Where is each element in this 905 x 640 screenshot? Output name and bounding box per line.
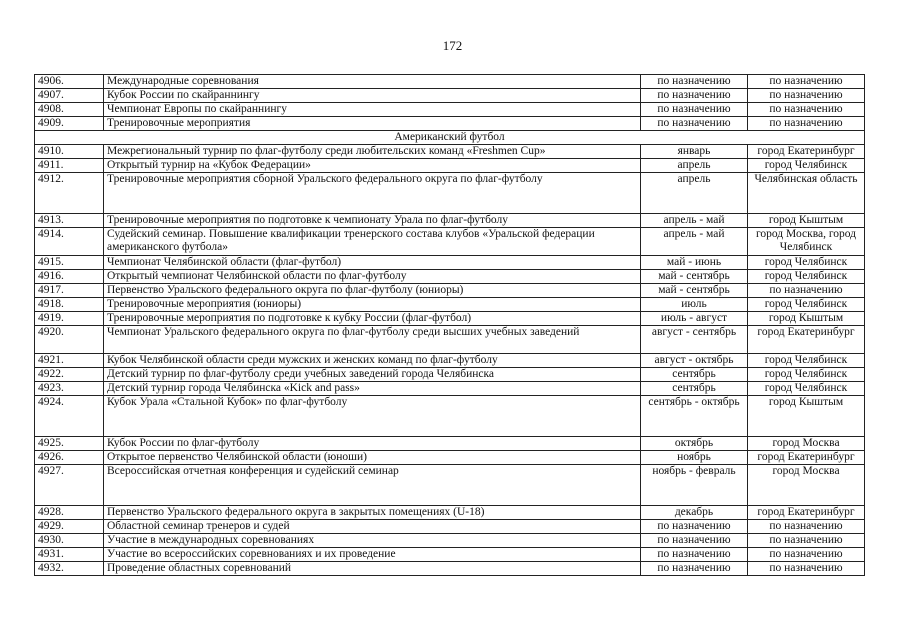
table-row [35,228,865,256]
table-row [35,159,865,173]
event-place-cell: по назначению [748,562,865,576]
row-number-cell: 4919. [35,312,104,326]
page-number: 172 [442,38,463,53]
event-place-cell: город Челябинск [748,298,865,312]
event-name-cell: Тренировочные мероприятия по подготовке к кубку России (флаг-футбол) [104,312,641,326]
event-name-cell: Кубок Челябинской области среди мужских и женских команд по флаг-футболу [104,354,641,368]
table-row [35,326,865,354]
table-row [35,368,865,382]
event-place-cell: город Москва [748,465,865,506]
event-date-cell: июль - август [641,312,748,326]
event-date-cell: декабрь [641,506,748,520]
table-row [35,534,865,548]
event-name-cell: Кубок России по скайраннингу [104,89,641,103]
table-row [35,284,865,298]
event-place-cell: по назначению [748,75,865,89]
row-number-cell: 4928. [35,506,104,520]
table-row [35,89,865,103]
table-row [35,382,865,396]
row-number-cell: 4921. [35,354,104,368]
table-row [35,451,865,465]
event-date-cell: по назначению [641,520,748,534]
event-name-cell: Открытое первенство Челябинской области (юноши) [104,451,641,465]
row-number-cell: 4920. [35,326,104,354]
row-number-cell: 4930. [35,534,104,548]
section-title: Американский футбол [35,131,865,145]
table-row [35,75,865,89]
table-row [35,256,865,270]
event-date-cell: май - сентябрь [641,270,748,284]
row-number-cell: 4914. [35,228,104,256]
event-date-cell: апрель [641,173,748,214]
event-date-cell: сентябрь [641,368,748,382]
row-number-cell: 4922. [35,368,104,382]
table-row [35,312,865,326]
row-number-cell: 4917. [35,284,104,298]
event-name-cell: Тренировочные мероприятия сборной Уральского федерального округа по флаг-футболу [104,173,641,214]
event-date-cell: апрель - май [641,228,748,256]
table-row [35,520,865,534]
event-date-cell: май - сентябрь [641,284,748,298]
row-number-cell: 4906. [35,75,104,89]
event-place-cell: по назначению [748,284,865,298]
row-number-cell: 4932. [35,562,104,576]
row-number-cell: 4927. [35,465,104,506]
event-name-cell: Первенство Уральского федерального округа по флаг-футболу (юниоры) [104,284,641,298]
row-number-cell: 4924. [35,396,104,437]
event-date-cell: ноябрь - февраль [641,465,748,506]
event-date-cell: октябрь [641,437,748,451]
event-name-cell: Чемпионат Европы по скайраннингу [104,103,641,117]
row-number-cell: 4925. [35,437,104,451]
event-date-cell: сентябрь - октябрь [641,396,748,437]
event-name-cell: Тренировочные мероприятия по подготовке к чемпионату Урала по флаг-футболу [104,214,641,228]
table-row [35,396,865,437]
event-date-cell: апрель [641,159,748,173]
event-name-cell: Кубок Урала «Стальной Кубок» по флаг-футболу [104,396,641,437]
event-name-cell: Проведение областных соревнований [104,562,641,576]
event-place-cell: город Кыштым [748,214,865,228]
event-place-cell: по назначению [748,103,865,117]
event-date-cell: январь [641,145,748,159]
event-place-cell: город Москва [748,437,865,451]
row-number-cell: 4913. [35,214,104,228]
table-row [35,562,865,576]
row-number-cell: 4909. [35,117,104,131]
event-place-cell: город Екатеринбург [748,145,865,159]
row-number-cell: 4916. [35,270,104,284]
event-name-cell: Детский турнир по флаг-футболу среди учебных заведений города Челябинска [104,368,641,382]
event-date-cell: по назначению [641,562,748,576]
event-date-cell: по назначению [641,534,748,548]
event-place-cell: город Челябинск [748,382,865,396]
event-name-cell: Областной семинар тренеров и судей [104,520,641,534]
event-place-cell: город Екатеринбург [748,326,865,354]
table-row [35,298,865,312]
event-date-cell: август - сентябрь [641,326,748,354]
event-place-cell: город Кыштым [748,396,865,437]
events-table-body [35,75,865,576]
event-date-cell: по назначению [641,89,748,103]
row-number-cell: 4923. [35,382,104,396]
event-name-cell: Чемпионат Уральского федерального округа по флаг-футболу среди высших учебных заведений [104,326,641,354]
event-place-cell: Челябинская область [748,173,865,214]
row-number-cell: 4915. [35,256,104,270]
table-row [35,145,865,159]
table-row [35,506,865,520]
row-number-cell: 4907. [35,89,104,103]
event-name-cell: Международные соревнования [104,75,641,89]
event-place-cell: город Челябинск [748,159,865,173]
event-name-cell: Первенство Уральского федерального округа в закрытых помещениях (U-18) [104,506,641,520]
section-header-row [35,131,865,145]
row-number-cell: 4931. [35,548,104,562]
table-row [35,173,865,214]
event-date-cell: апрель - май [641,214,748,228]
event-name-cell: Участие в международных соревнованиях [104,534,641,548]
event-date-cell: по назначению [641,103,748,117]
event-date-cell: май - июнь [641,256,748,270]
event-date-cell: ноябрь [641,451,748,465]
event-place-cell: по назначению [748,117,865,131]
event-place-cell: по назначению [748,89,865,103]
event-name-cell: Тренировочные мероприятия [104,117,641,131]
event-name-cell: Тренировочные мероприятия (юниоры) [104,298,641,312]
event-place-cell: по назначению [748,548,865,562]
event-name-cell: Судейский семинар. Повышение квалификации тренерского состава клубов «Уральской федерации американского футбола» [104,228,641,256]
event-name-cell: Всероссийская отчетная конференция и судейский семинар [104,465,641,506]
table-row [35,465,865,506]
event-date-cell: август - октябрь [641,354,748,368]
event-place-cell: по назначению [748,520,865,534]
event-place-cell: город Челябинск [748,270,865,284]
event-name-cell: Участие во всероссийских соревнованиях и их проведение [104,548,641,562]
table-row [35,548,865,562]
event-date-cell: по назначению [641,548,748,562]
table-row [35,270,865,284]
event-name-cell: Открытый турнир на «Кубок Федерации» [104,159,641,173]
row-number-cell: 4912. [35,173,104,214]
table-row [35,214,865,228]
event-place-cell: город Челябинск [748,354,865,368]
row-number-cell: 4910. [35,145,104,159]
events-table [34,74,865,576]
event-name-cell: Детский турнир города Челябинска «Kick and pass» [104,382,641,396]
event-place-cell: город Челябинск [748,256,865,270]
table-row [35,103,865,117]
row-number-cell: 4911. [35,159,104,173]
event-name-cell: Открытый чемпионат Челябинской области по флаг-футболу [104,270,641,284]
row-number-cell: 4918. [35,298,104,312]
table-row [35,354,865,368]
row-number-cell: 4908. [35,103,104,117]
table-row [35,437,865,451]
table-row [35,117,865,131]
event-date-cell: по назначению [641,117,748,131]
event-place-cell: по назначению [748,534,865,548]
event-place-cell: город Екатеринбург [748,506,865,520]
row-number-cell: 4926. [35,451,104,465]
event-date-cell: сентябрь [641,382,748,396]
event-name-cell: Чемпионат Челябинской области (флаг-футбол) [104,256,641,270]
event-place-cell: город Москва, город Челябинск [748,228,865,256]
event-date-cell: по назначению [641,75,748,89]
event-place-cell: город Челябинск [748,368,865,382]
event-name-cell: Кубок России по флаг-футболу [104,437,641,451]
event-date-cell: июль [641,298,748,312]
event-place-cell: город Кыштым [748,312,865,326]
event-name-cell: Межрегиональный турнир по флаг-футболу среди любительских команд «Freshmen Cup» [104,145,641,159]
row-number-cell: 4929. [35,520,104,534]
event-place-cell: город Екатеринбург [748,451,865,465]
